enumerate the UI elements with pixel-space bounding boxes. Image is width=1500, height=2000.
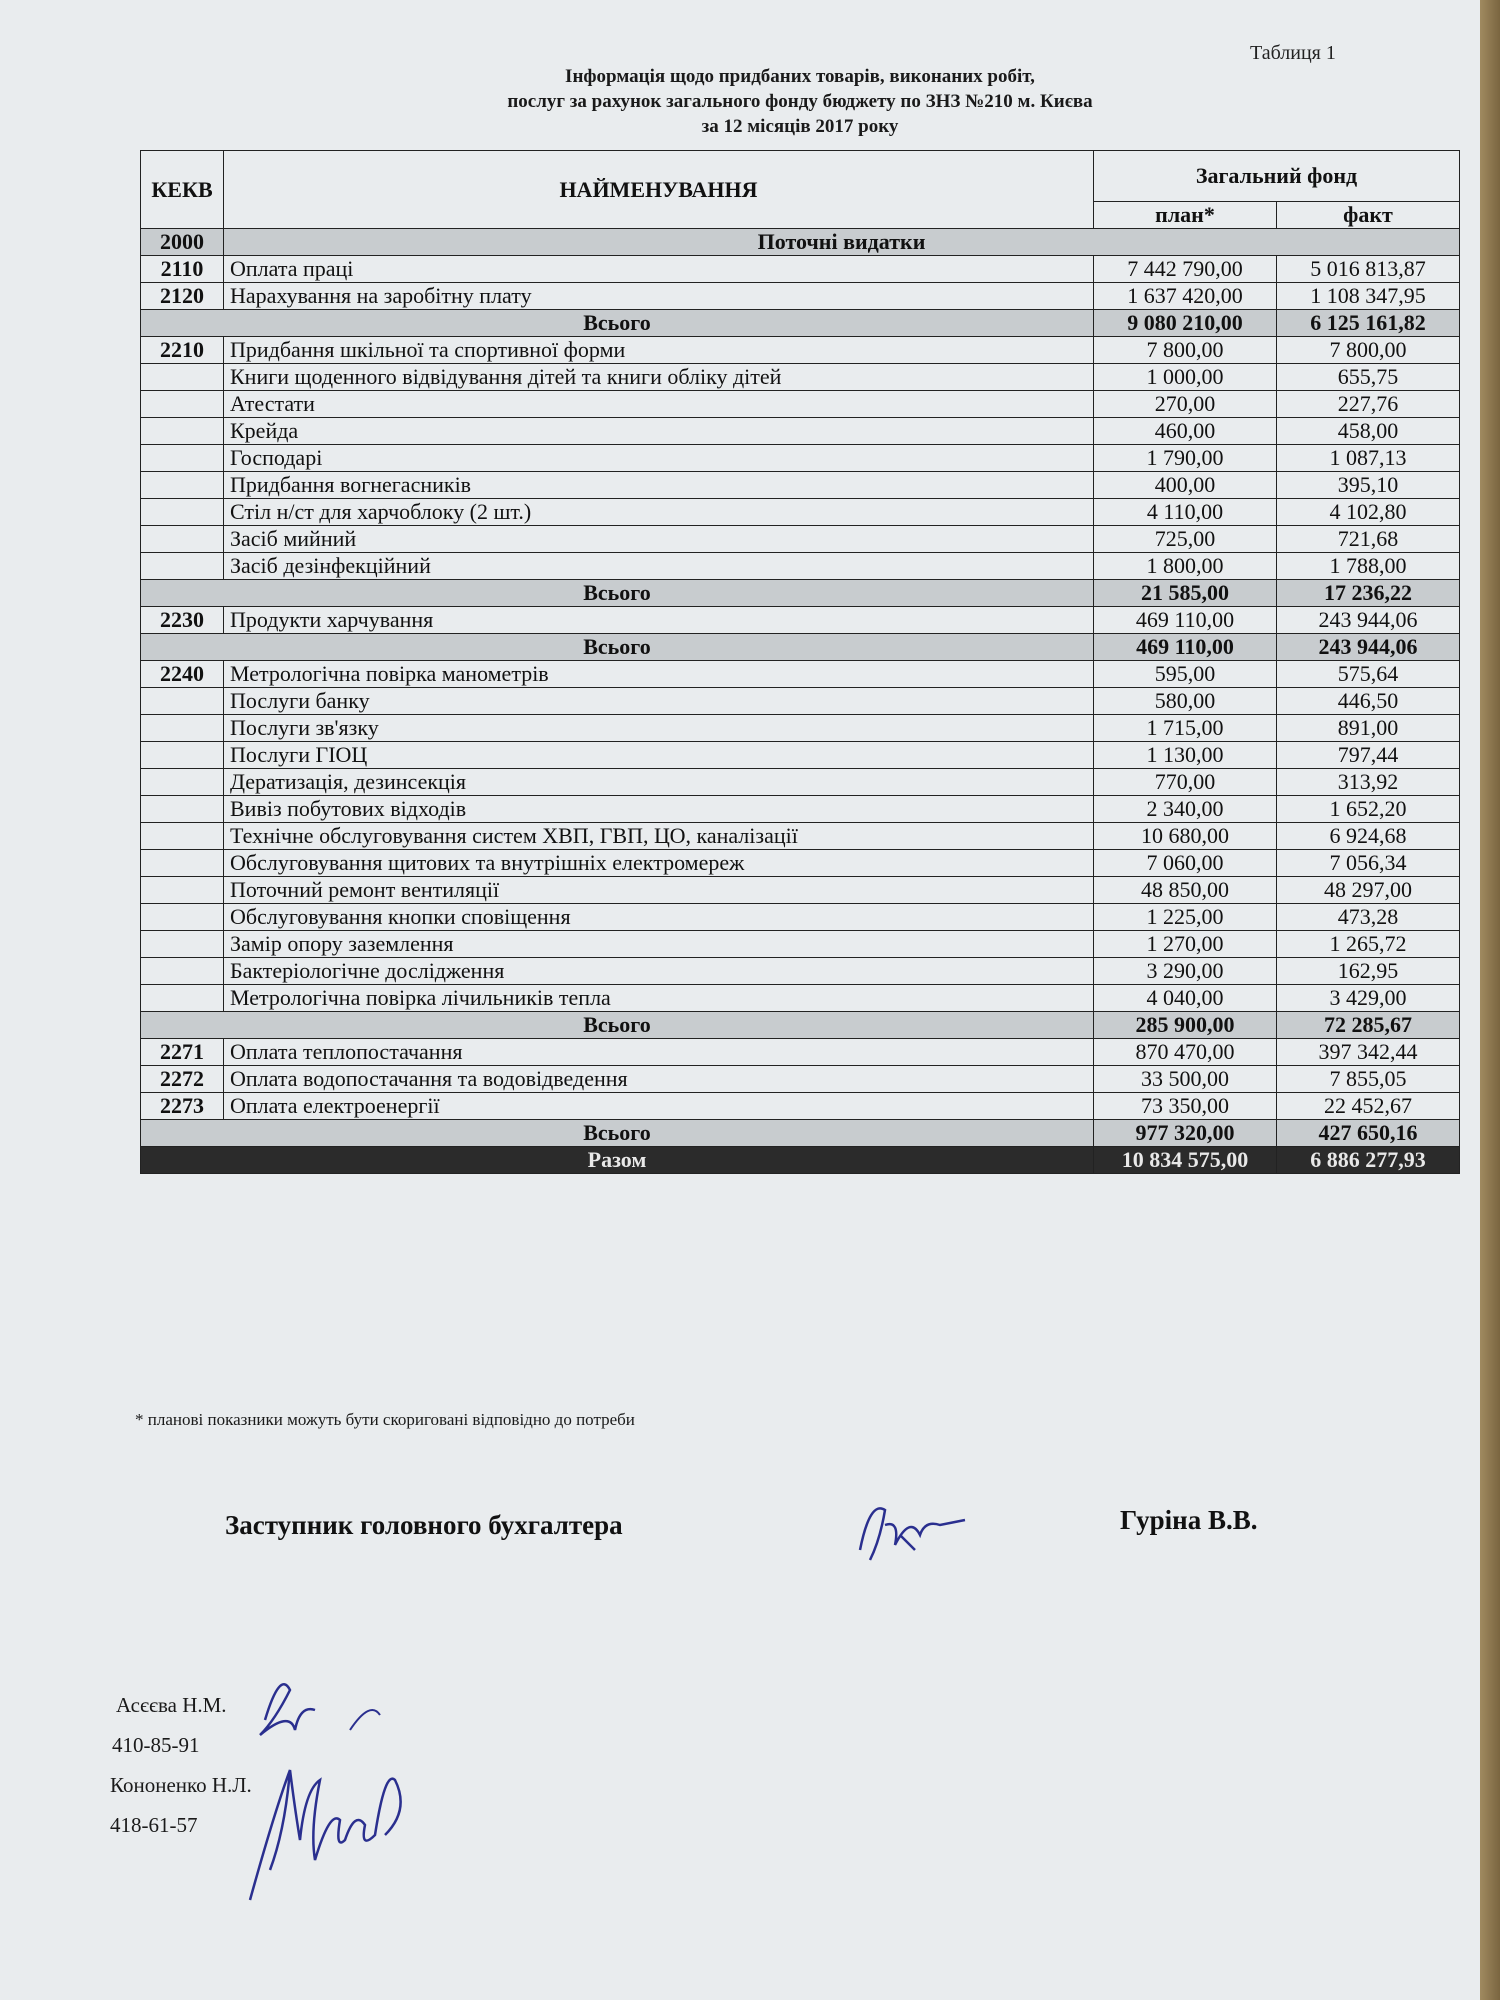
row-fact: 7 056,34	[1277, 850, 1460, 877]
row-fact: 655,75	[1277, 364, 1460, 391]
table-row	[141, 958, 1460, 985]
row-name: Метрологічна повірка манометрів	[224, 661, 1094, 688]
row-plan: 595,00	[1094, 661, 1277, 688]
row-name: Замір опору заземлення	[224, 931, 1094, 958]
table-row	[141, 877, 1460, 904]
row-code	[141, 904, 224, 931]
table-row	[141, 283, 1460, 310]
table-row	[141, 337, 1460, 364]
row-name: Книги щоденного відвідування дітей та книги обліку дітей	[224, 364, 1094, 391]
row-fact: 1 652,20	[1277, 796, 1460, 823]
table-row	[141, 823, 1460, 850]
row-fact: 1 788,00	[1277, 553, 1460, 580]
row-code	[141, 931, 224, 958]
row-plan: 770,00	[1094, 769, 1277, 796]
total-label: Всього	[141, 310, 1094, 337]
table-row	[141, 1066, 1460, 1093]
row-plan: 2 340,00	[1094, 796, 1277, 823]
total-fact: 243 944,06	[1277, 634, 1460, 661]
row-code	[141, 418, 224, 445]
table-row	[141, 391, 1460, 418]
row-name: Обслуговування кнопки сповіщення	[224, 904, 1094, 931]
row-code: 2273	[141, 1093, 224, 1120]
row-name: Метрологічна повірка лічильників тепла	[224, 985, 1094, 1012]
total-plan: 469 110,00	[1094, 634, 1277, 661]
grand-total-row	[141, 1147, 1460, 1174]
row-fact: 243 944,06	[1277, 607, 1460, 634]
row-code	[141, 823, 224, 850]
row-fact: 22 452,67	[1277, 1093, 1460, 1120]
row-code	[141, 445, 224, 472]
row-code	[141, 877, 224, 904]
row-plan: 270,00	[1094, 391, 1277, 418]
row-name: Придбання вогнегасників	[224, 472, 1094, 499]
header-fact: факт	[1277, 202, 1460, 229]
row-code	[141, 688, 224, 715]
row-fact: 5 016 813,87	[1277, 256, 1460, 283]
header-fund: Загальний фонд	[1094, 151, 1460, 202]
row-name: Атестати	[224, 391, 1094, 418]
section-row	[141, 229, 1460, 256]
row-code: 2120	[141, 283, 224, 310]
row-plan: 1 270,00	[1094, 931, 1277, 958]
table-label: Таблиця 1	[1250, 42, 1336, 64]
total-label: Всього	[141, 1012, 1094, 1039]
row-fact: 721,68	[1277, 526, 1460, 553]
total-plan: 21 585,00	[1094, 580, 1277, 607]
row-fact: 313,92	[1277, 769, 1460, 796]
row-name: Господарі	[224, 445, 1094, 472]
title-line-1: Інформація щодо придбаних товарів, виконаних робіт,	[565, 66, 1035, 87]
row-fact: 227,76	[1277, 391, 1460, 418]
row-fact: 1 108 347,95	[1277, 283, 1460, 310]
row-fact: 6 924,68	[1277, 823, 1460, 850]
contact-name: Кононенко Н.Л.	[110, 1773, 252, 1797]
row-plan: 7 060,00	[1094, 850, 1277, 877]
row-name: Оплата теплопостачання	[224, 1039, 1094, 1066]
row-plan: 3 290,00	[1094, 958, 1277, 985]
row-plan: 1 000,00	[1094, 364, 1277, 391]
row-fact: 891,00	[1277, 715, 1460, 742]
signature-chief-accountant	[840, 1490, 980, 1570]
row-code	[141, 796, 224, 823]
budget-table	[140, 150, 1460, 1174]
total-plan: 285 900,00	[1094, 1012, 1277, 1039]
contact-phone: 410-85-91	[112, 1733, 200, 1757]
header-name: НАЙМЕНУВАННЯ	[224, 151, 1094, 229]
table-row	[141, 607, 1460, 634]
total-fact: 17 236,22	[1277, 580, 1460, 607]
total-label: Всього	[141, 580, 1094, 607]
header-plan: план*	[1094, 202, 1277, 229]
row-code	[141, 715, 224, 742]
row-plan: 1 637 420,00	[1094, 283, 1277, 310]
row-plan: 4 110,00	[1094, 499, 1277, 526]
row-name: Оплата водопостачання та водовідведення	[224, 1066, 1094, 1093]
document-title	[150, 64, 1450, 139]
total-label: Всього	[141, 634, 1094, 661]
row-code	[141, 985, 224, 1012]
row-plan: 1 225,00	[1094, 904, 1277, 931]
table-row	[141, 1039, 1460, 1066]
row-fact: 7 855,05	[1277, 1066, 1460, 1093]
row-plan: 400,00	[1094, 472, 1277, 499]
table-row	[141, 526, 1460, 553]
row-fact: 458,00	[1277, 418, 1460, 445]
background-surface	[1480, 0, 1500, 2000]
row-name: Бактеріологічне дослідження	[224, 958, 1094, 985]
total-plan: 9 080 210,00	[1094, 310, 1277, 337]
table-row	[141, 472, 1460, 499]
signatory-name: Гуріна В.В.	[1120, 1505, 1258, 1535]
row-name: Поточний ремонт вентиляції	[224, 877, 1094, 904]
row-fact: 397 342,44	[1277, 1039, 1460, 1066]
table-row	[141, 445, 1460, 472]
table-row	[141, 661, 1460, 688]
row-name: Дератизація, дезинсекція	[224, 769, 1094, 796]
row-fact: 4 102,80	[1277, 499, 1460, 526]
row-fact: 1 087,13	[1277, 445, 1460, 472]
signatory-title: Заступник головного бухгалтера	[225, 1510, 623, 1540]
row-code: 2210	[141, 337, 224, 364]
row-code	[141, 391, 224, 418]
row-code	[141, 364, 224, 391]
table-row	[141, 688, 1460, 715]
row-fact: 3 429,00	[1277, 985, 1460, 1012]
row-code: 2271	[141, 1039, 224, 1066]
row-fact: 395,10	[1277, 472, 1460, 499]
row-fact: 162,95	[1277, 958, 1460, 985]
table-row	[141, 742, 1460, 769]
total-plan: 977 320,00	[1094, 1120, 1277, 1147]
row-name: Придбання шкільної та спортивної форми	[224, 337, 1094, 364]
row-name: Обслуговування щитових та внутрішніх електромереж	[224, 850, 1094, 877]
table-row	[141, 499, 1460, 526]
title-line-2: послуг за рахунок загального фонду бюджету по ЗНЗ №210 м. Києва	[507, 91, 1093, 112]
row-name: Засіб мийний	[224, 526, 1094, 553]
row-code: 2230	[141, 607, 224, 634]
subtotal-row	[141, 1120, 1460, 1147]
table-row	[141, 850, 1460, 877]
row-name: Оплата праці	[224, 256, 1094, 283]
row-fact: 473,28	[1277, 904, 1460, 931]
table-row	[141, 985, 1460, 1012]
table-row	[141, 553, 1460, 580]
row-fact: 797,44	[1277, 742, 1460, 769]
table-row	[141, 796, 1460, 823]
signature-contacts	[220, 1660, 440, 1920]
row-name: Засіб дезінфекційний	[224, 553, 1094, 580]
row-plan: 870 470,00	[1094, 1039, 1277, 1066]
row-plan: 1 130,00	[1094, 742, 1277, 769]
row-name: Послуги ГІОЦ	[224, 742, 1094, 769]
row-fact: 48 297,00	[1277, 877, 1460, 904]
section-name: Поточні видатки	[224, 229, 1460, 256]
row-code	[141, 499, 224, 526]
table-row	[141, 418, 1460, 445]
table-row	[141, 715, 1460, 742]
row-plan: 10 680,00	[1094, 823, 1277, 850]
row-code	[141, 958, 224, 985]
row-plan: 4 040,00	[1094, 985, 1277, 1012]
table-row	[141, 364, 1460, 391]
row-plan: 460,00	[1094, 418, 1277, 445]
row-plan: 73 350,00	[1094, 1093, 1277, 1120]
row-name: Послуги зв'язку	[224, 715, 1094, 742]
subtotal-row	[141, 634, 1460, 661]
total-label: Разом	[141, 1147, 1094, 1174]
total-fact: 427 650,16	[1277, 1120, 1460, 1147]
row-plan: 1 800,00	[1094, 553, 1277, 580]
title-line-3: за 12 місяців 2017 року	[701, 116, 899, 137]
row-plan: 725,00	[1094, 526, 1277, 553]
row-plan: 469 110,00	[1094, 607, 1277, 634]
row-fact: 7 800,00	[1277, 337, 1460, 364]
contact-phone: 418-61-57	[110, 1813, 198, 1837]
row-code	[141, 526, 224, 553]
row-code	[141, 742, 224, 769]
row-plan: 1 790,00	[1094, 445, 1277, 472]
row-code	[141, 553, 224, 580]
total-fact: 6 125 161,82	[1277, 310, 1460, 337]
row-code: 2272	[141, 1066, 224, 1093]
section-code: 2000	[141, 229, 224, 256]
contact-name: Асєєва Н.М.	[116, 1693, 227, 1717]
row-plan: 580,00	[1094, 688, 1277, 715]
row-name: Стіл н/ст для харчоблоку (2 шт.)	[224, 499, 1094, 526]
row-plan: 1 715,00	[1094, 715, 1277, 742]
row-code	[141, 472, 224, 499]
subtotal-row	[141, 1012, 1460, 1039]
row-name: Нарахування на заробітну плату	[224, 283, 1094, 310]
table-row	[141, 904, 1460, 931]
row-plan: 33 500,00	[1094, 1066, 1277, 1093]
row-code: 2110	[141, 256, 224, 283]
row-code	[141, 769, 224, 796]
total-fact: 6 886 277,93	[1277, 1147, 1460, 1174]
row-name: Продукти харчування	[224, 607, 1094, 634]
header-code: КЕКВ	[141, 151, 224, 229]
table-row	[141, 1093, 1460, 1120]
subtotal-row	[141, 310, 1460, 337]
table-row	[141, 769, 1460, 796]
row-name: Технічне обслуговування систем ХВП, ГВП, ЦО, каналізації	[224, 823, 1094, 850]
total-plan: 10 834 575,00	[1094, 1147, 1277, 1174]
row-fact: 446,50	[1277, 688, 1460, 715]
total-fact: 72 285,67	[1277, 1012, 1460, 1039]
row-fact: 575,64	[1277, 661, 1460, 688]
row-name: Вивіз побутових відходів	[224, 796, 1094, 823]
row-name: Послуги банку	[224, 688, 1094, 715]
row-plan: 48 850,00	[1094, 877, 1277, 904]
table-row	[141, 256, 1460, 283]
subtotal-row	[141, 580, 1460, 607]
row-code	[141, 850, 224, 877]
table-row	[141, 931, 1460, 958]
row-code: 2240	[141, 661, 224, 688]
row-plan: 7 800,00	[1094, 337, 1277, 364]
row-name: Крейда	[224, 418, 1094, 445]
row-plan: 7 442 790,00	[1094, 256, 1277, 283]
row-name: Оплата електроенергії	[224, 1093, 1094, 1120]
row-fact: 1 265,72	[1277, 931, 1460, 958]
footnote: * планові показники можуть бути скориговані відповідно до потреби	[135, 1410, 635, 1429]
total-label: Всього	[141, 1120, 1094, 1147]
